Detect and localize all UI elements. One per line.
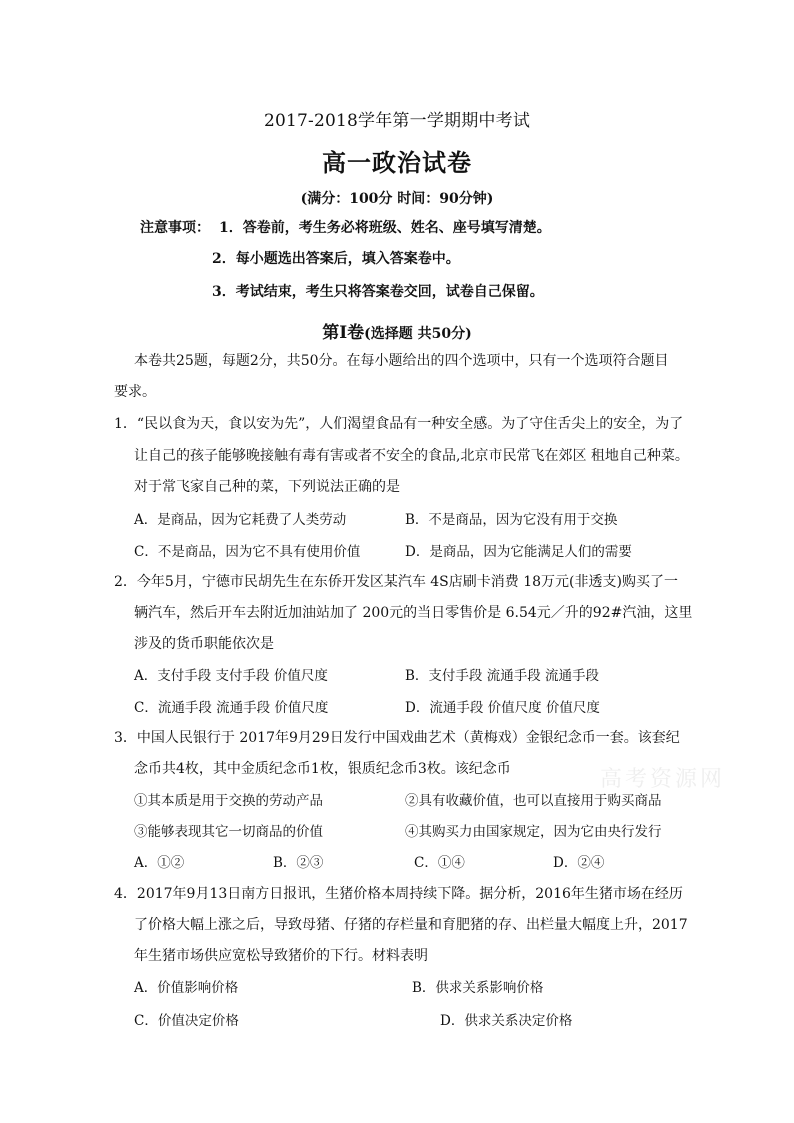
question-3-option-a: A．①② — [134, 855, 185, 871]
question-1-line-1: 1．“民以食为天，食以安为先”，人们渴望食品有一种安全感。为了守住舌尖上的安全，为了 — [114, 416, 684, 432]
question-1-option-b: B．不是商品，因为它没有用于交换 — [405, 512, 618, 528]
section-subtitle: (选择题 共50分) — [364, 326, 472, 342]
exam-title: 2017-2018学年第一学期期中考试 — [263, 111, 531, 131]
section-instructions-line-1: 本卷共25题，每题2分，共50分。在每小题给出的四个选项中，只有一个选项符合题目 — [134, 353, 669, 369]
question-4-option-b: B．供求关系影响价格 — [412, 980, 544, 996]
notice-item-2: 2．每小题选出答案后，填入答案卷中。 — [212, 251, 460, 267]
question-3-line-2: 念币共4枚，其中金质纪念币1枚，银质纪念币3枚。该纪念币 — [134, 761, 511, 777]
question-3-statement-1: ①其本质是用于交换的劳动产品 — [134, 793, 323, 809]
section-heading — [0, 318, 794, 343]
question-3-option-c: C．①④ — [414, 855, 465, 871]
notice-item-1: 1．答卷前，考生务必将班级、姓名、座号填写清楚。 — [219, 220, 551, 236]
question-3-statement-2: ②具有收藏价值，也可以直接用于购买商品 — [405, 793, 662, 809]
question-4-line-3: 年生猪市场供应宽松导致猪价的下行。材料表明 — [134, 948, 428, 964]
question-2-line-3: 涉及的货币职能依次是 — [134, 636, 274, 652]
question-2-option-a: A．支付手段 支付手段 价值尺度 — [134, 668, 328, 684]
question-4-line-2: 了价格大幅上涨之后，导致母猪、仔猪的存栏量和育肥猪的存、出栏量大幅度上升，2017 — [134, 917, 688, 933]
question-1-option-c: C．不是商品，因为它不具有使用价值 — [134, 544, 361, 560]
question-1-option-d: D．是商品，因为它能满足人们的需要 — [405, 544, 632, 560]
question-4-option-a: A．价值影响价格 — [134, 980, 239, 996]
question-2-line-2: 辆汽车，然后开车去附近加油站加了 200元的当日零售价是 6.54元／升的92#汽油，这里 — [134, 605, 693, 621]
question-4-option-c: C．价值决定价格 — [134, 1013, 239, 1029]
watermark: 高考资源网 — [600, 767, 726, 792]
question-3-option-b: B．②③ — [273, 855, 324, 871]
question-3-line-1: 3．中国人民银行于 2017年9月29日发行中国戏曲艺术（黄梅戏）金银纪念币一套。该套纪 — [114, 730, 680, 746]
question-4-line-1: 4．2017年9月13日南方日报讯，生猪价格本周持续下降。据分析，2016年生猪市场在经历 — [114, 886, 683, 902]
section-title: 第Ⅰ卷 — [322, 323, 365, 343]
score-time-line: (满分：100分 时间：90分钟) — [300, 191, 494, 207]
question-2-option-b: B．支付手段 流通手段 流通手段 — [405, 668, 600, 684]
question-2-line-1: 2．今年5月，宁德市民胡先生在东侨开发区某汽车 4S店刷卡消费 18万元(非透支)购买了一 — [114, 574, 678, 590]
notice-item-3: 3．考试结束，考生只将答案卷交回，试卷自己保留。 — [212, 284, 544, 300]
question-1-option-a: A．是商品，因为它耗费了人类劳动 — [134, 512, 347, 528]
question-4-option-d: D．供求关系决定价格 — [440, 1013, 573, 1029]
question-3-option-d: D．②④ — [553, 855, 605, 871]
paper-title: 高一政治试卷 — [322, 148, 472, 177]
question-3-statement-3: ③能够表现其它一切商品的价值 — [134, 824, 323, 840]
question-1-line-3: 对于常飞家自己种的菜，下列说法正确的是 — [134, 479, 400, 495]
section-instructions-line-2: 要求。 — [114, 384, 156, 400]
question-2-option-d: D．流通手段 价值尺度 价值尺度 — [405, 700, 600, 716]
question-1-line-2: 让自己的孩子能够晚接触有毒有害或者不安全的食品,北京市民常飞在郊区 租地自己种菜。 — [134, 448, 689, 464]
question-2-option-c: C．流通手段 流通手段 价值尺度 — [134, 700, 329, 716]
question-3-statement-4: ④其购买力由国家规定，因为它由央行发行 — [405, 824, 662, 840]
notice-label: 注意事项： — [140, 220, 210, 236]
